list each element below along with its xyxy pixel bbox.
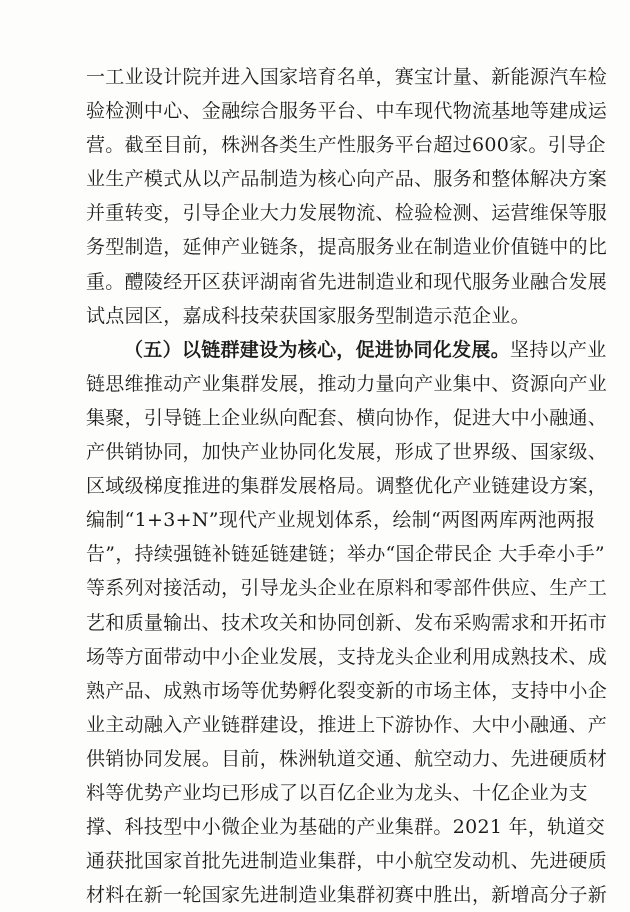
text-line: 等系列对接活动，引导龙头企业在原料和零部件供应、生产工 [86, 577, 608, 600]
text-line: 务型制造，延伸产业链条，提高服务业在制造业价值链中的比 [86, 236, 608, 259]
text-line: 集聚，引导链上企业纵向配套、横向协作，促进大中小融通、 [86, 406, 608, 429]
text-line: 料等优势产业均已形成了以百亿企业为龙头、十亿企业为支 [86, 781, 588, 804]
text-line: 熟产品、成熟市场等优势孵化裂变新的市场主体，支持中小企 [86, 679, 608, 702]
heading-line-rest: 坚持以产业 [510, 338, 607, 361]
text-line: 产供销协同，加快产业协同化发展，形成了世界级、国家级、 [86, 441, 608, 464]
section-heading: （五）以链群建设为核心，促进协同化发展。 [124, 338, 511, 361]
text-line: 重。醴陵经开区获评湖南省先进制造业和现代服务业融合发展 [86, 270, 608, 293]
text-line: 一工业设计院并进入国家培育名单，赛宝计量、新能源汽车检 [86, 66, 608, 88]
text-line: 链思维推动产业集群发展，推动力量向产业集中、资源向产业 [86, 372, 608, 395]
text-line: 试点园区，嘉成科技荣获国家服务型制造示范企业。 [86, 304, 530, 327]
text-line: 编制“1+3+N”现代产业规划体系，绘制“两图两库两池两报 [86, 509, 596, 532]
text-line: 业生产模式从以产品制造为核心向产品、服务和整体解决方案 [86, 168, 608, 191]
text-line: 告”，持续强链补链延链建链；举办“国企带民企 大手牵小手” [86, 543, 605, 566]
text-line: 通获批国家首批先进制造业集群，中小航空发动机、先进硬质 [86, 850, 608, 873]
text-line: 材料在新一轮国家先进制造业集群初赛中胜出，新增高分子新 [86, 884, 608, 907]
text-line: 业主动融入产业链群建设，推进上下游协作、大中小融通、产 [86, 713, 608, 736]
text-line: 供销协同发展。目前，株洲轨道交通、航空动力、先进硬质材 [86, 747, 608, 770]
text-line: 验检测中心、金融综合服务平台、中车现代物流基地等建成运 [86, 100, 608, 123]
section-heading-line [86, 333, 607, 367]
text-line: 营。截至目前，株洲各类生产性服务平台超过600家。引导企 [86, 134, 606, 157]
text-line: 场等方面带动中小企业发展，支持龙头企业利用成熟技术、成 [86, 645, 608, 668]
text-line: 并重转变，引导企业大力发展物流、检验检测、运营维保等服 [86, 202, 608, 225]
text-line: 撑、科技型中小微企业为基础的产业集群。2021 年，轨道交 [86, 816, 606, 839]
document-body [86, 60, 608, 912]
section-5-chain-cluster [86, 333, 608, 912]
paragraph-platform-services [86, 60, 608, 333]
text-line: 艺和质量输出、技术攻关和协同创新、发布采购需求和开拓市 [86, 611, 608, 634]
text-line: 区域级梯度推进的集群发展格局。调整优化产业链建设方案， [86, 475, 608, 498]
